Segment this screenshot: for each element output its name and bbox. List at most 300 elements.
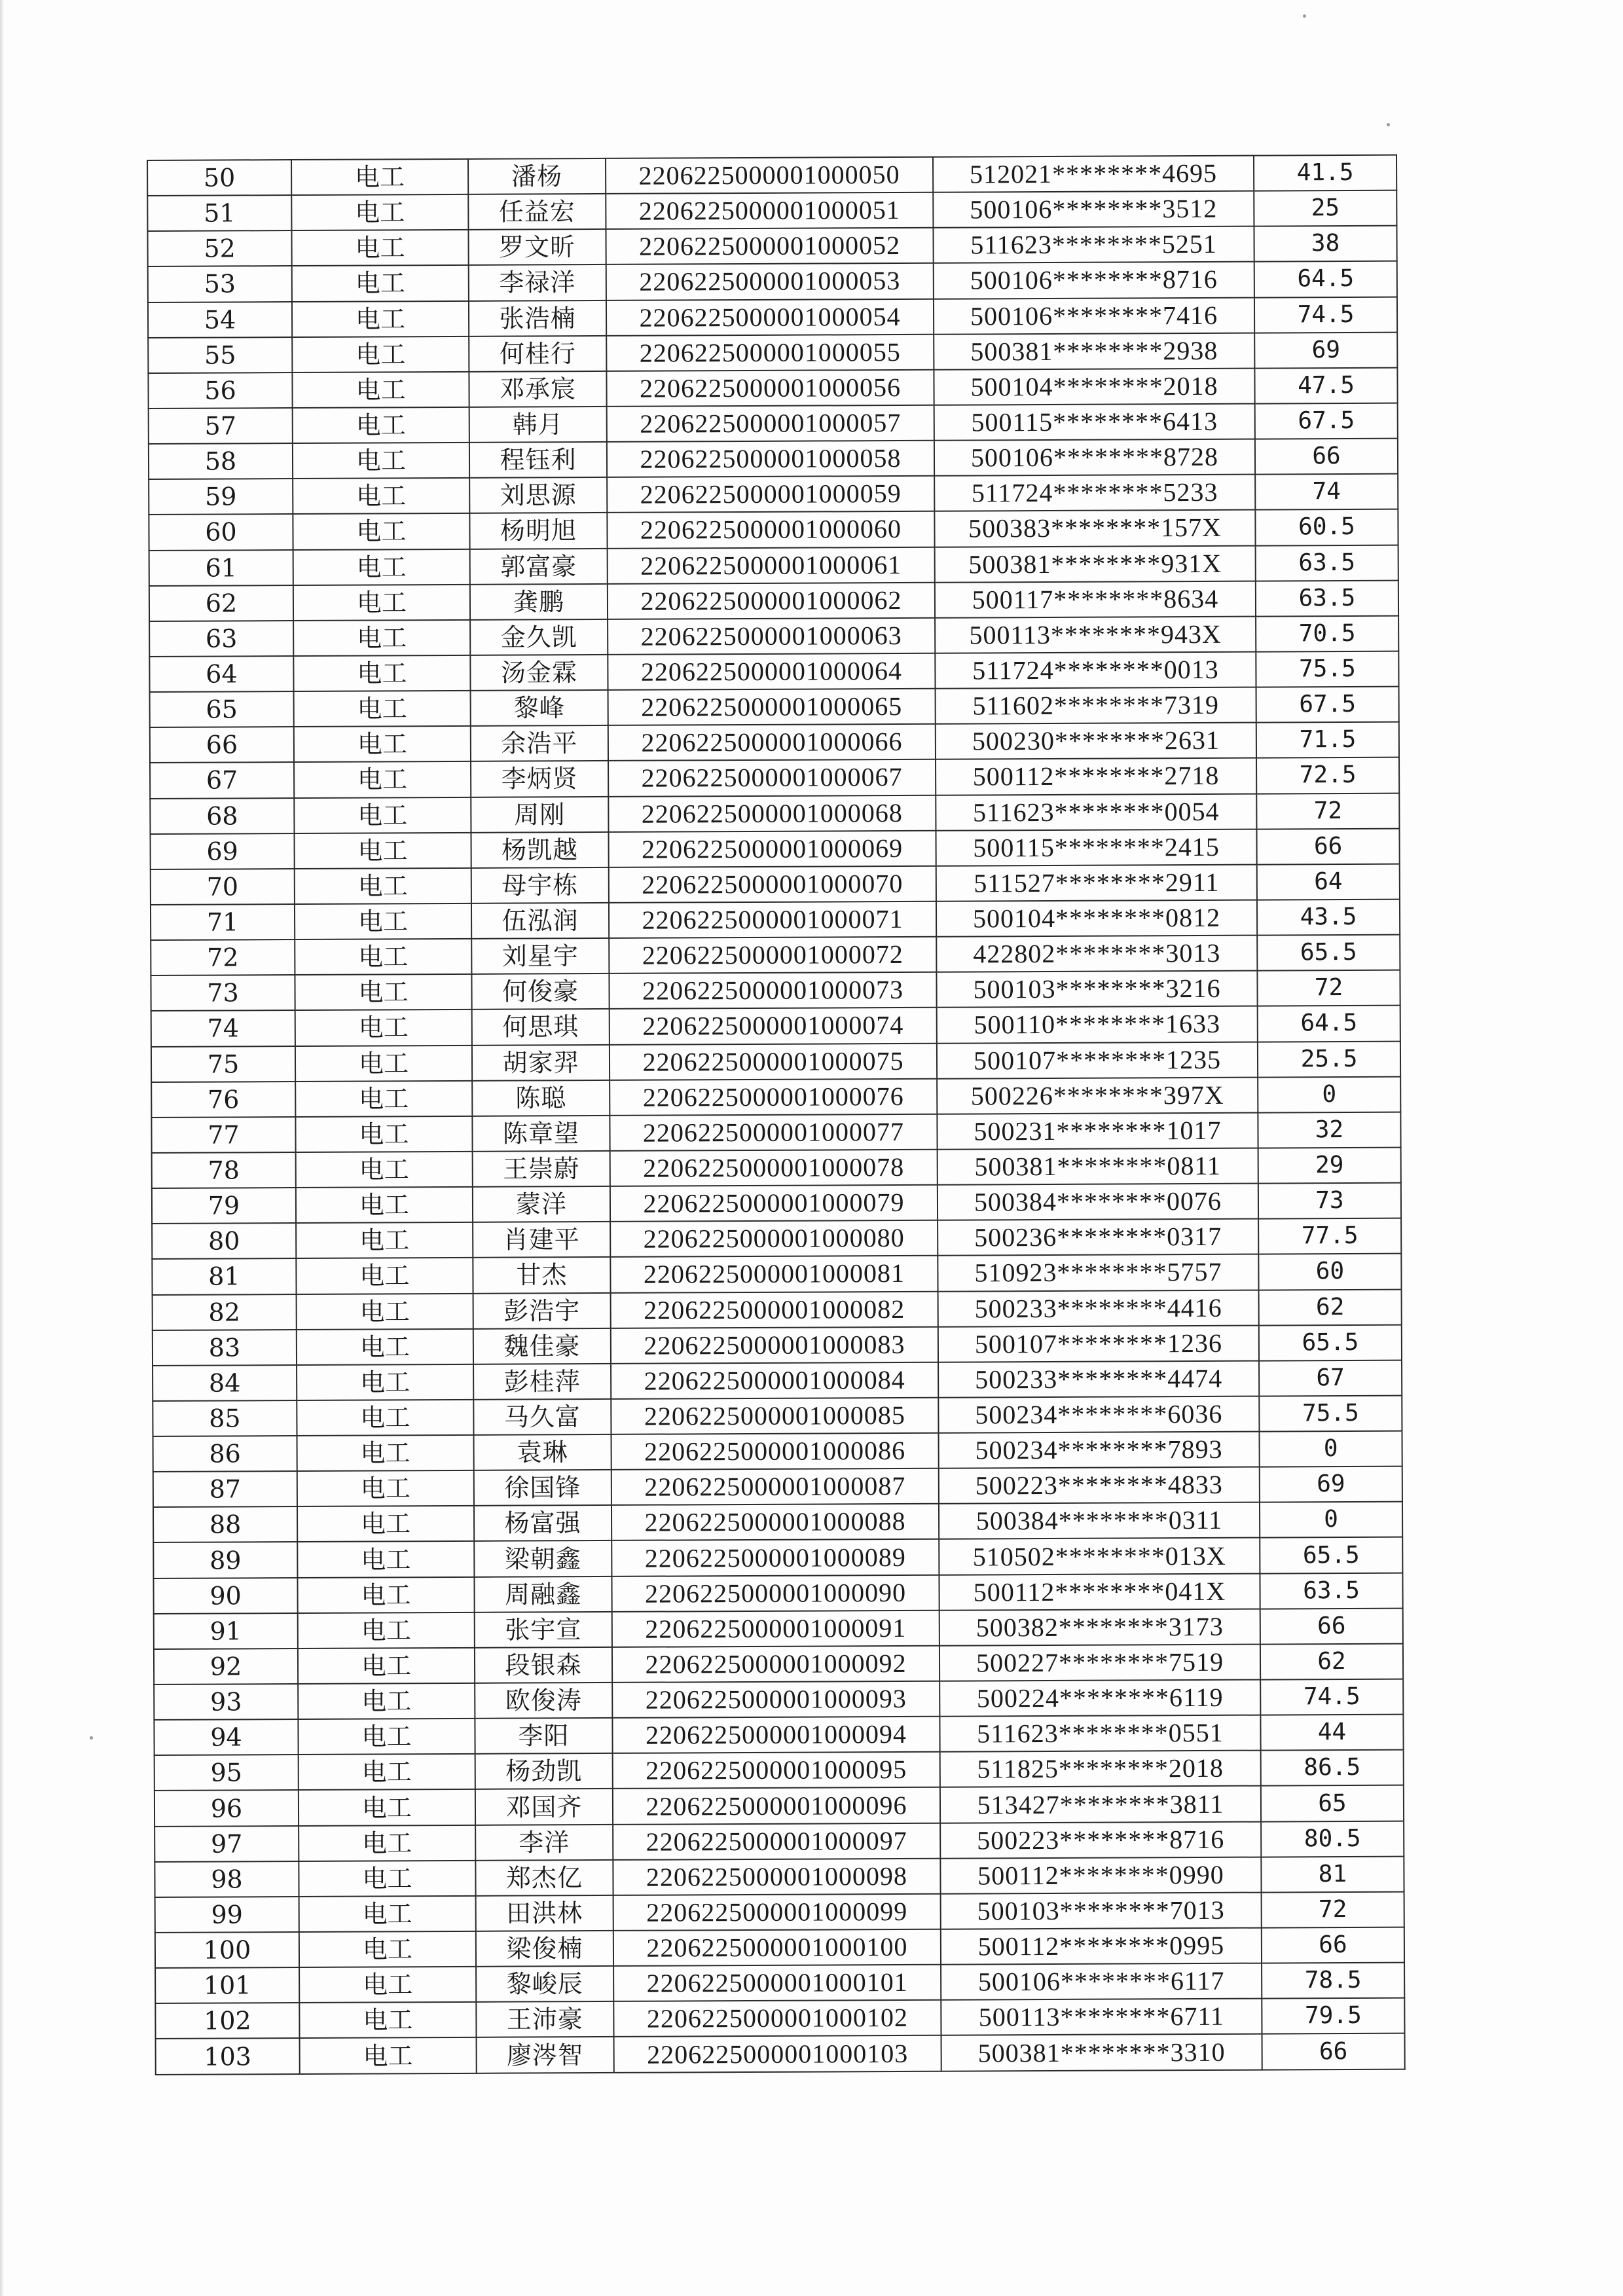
job-type-cell: 电工 [295, 868, 471, 904]
score-cell: 81 [1261, 1856, 1404, 1892]
exam-number-cell: 2206225000001000075 [610, 1043, 937, 1080]
score-cell: 66 [1262, 2033, 1405, 2069]
score-cell: 72 [1256, 793, 1399, 829]
exam-number-cell: 2206225000001000091 [612, 1611, 939, 1647]
row-number-cell: 88 [153, 1506, 297, 1542]
id-number-cell: 500233********4474 [938, 1360, 1259, 1397]
job-type-cell: 电工 [299, 1754, 475, 1790]
candidate-name-cell: 母宇栋 [471, 867, 609, 903]
table-row [153, 1396, 1402, 1436]
table-row [151, 1076, 1400, 1117]
id-number-cell: 500231********1017 [937, 1112, 1258, 1149]
score-cell: 72 [1262, 1892, 1404, 1928]
id-number-cell: 500230********2631 [936, 723, 1256, 759]
candidate-name-cell: 甘杰 [473, 1257, 610, 1293]
score-cell: 25.5 [1258, 1041, 1400, 1077]
table-row [152, 1218, 1401, 1259]
exam-number-cell: 2206225000001000078 [610, 1150, 938, 1186]
row-number-cell: 72 [151, 939, 295, 975]
job-type-cell: 电工 [299, 1789, 475, 1825]
row-number-cell: 89 [153, 1542, 297, 1578]
exam-number-cell: 2206225000001000100 [613, 1929, 941, 1966]
job-type-cell: 电工 [296, 1258, 473, 1294]
table-row [148, 368, 1397, 409]
candidate-name-cell: 何思琪 [472, 1009, 610, 1045]
exam-number-cell: 2206225000001000102 [613, 2000, 941, 2037]
row-number-cell: 100 [155, 1932, 299, 1968]
score-cell: 69 [1254, 332, 1397, 368]
job-type-cell: 电工 [299, 1931, 476, 1967]
job-type-cell: 电工 [293, 549, 470, 585]
table-row [151, 970, 1400, 1011]
candidate-name-cell: 周刚 [471, 796, 608, 832]
exam-number-cell: 2206225000001000056 [606, 370, 934, 407]
candidate-name-cell: 袁琳 [474, 1434, 611, 1470]
table-row [155, 1821, 1404, 1861]
id-number-cell: 500104********0812 [936, 900, 1257, 937]
score-cell: 63.5 [1260, 1573, 1402, 1609]
score-cell: 66 [1256, 828, 1399, 864]
id-number-cell: 500106********8716 [934, 262, 1254, 299]
id-number-cell: 500381********0811 [938, 1148, 1258, 1185]
score-cell: 62 [1259, 1289, 1402, 1325]
id-number-cell: 500384********0311 [939, 1503, 1260, 1539]
exam-number-cell: 2206225000001000074 [610, 1008, 937, 1044]
job-type-cell: 电工 [299, 1825, 475, 1861]
job-type-cell: 电工 [299, 2002, 476, 2038]
job-type-cell: 电工 [297, 1364, 473, 1400]
score-cell: 60.5 [1255, 509, 1398, 545]
candidate-name-cell: 马久富 [473, 1399, 611, 1435]
id-number-cell: 500112********0990 [940, 1857, 1261, 1893]
job-type-cell: 电工 [297, 1328, 473, 1364]
job-type-cell: 电工 [293, 585, 470, 621]
row-number-cell: 67 [150, 762, 294, 798]
candidate-name-cell: 梁朝鑫 [474, 1540, 611, 1576]
job-type-cell: 电工 [297, 1400, 473, 1436]
exam-number-cell: 2206225000001000051 [606, 192, 933, 229]
job-type-cell: 电工 [293, 513, 469, 549]
exam-number-cell: 2206225000001000096 [613, 1787, 940, 1824]
job-type-cell: 电工 [294, 691, 471, 727]
candidate-name-cell: 何桂行 [469, 336, 606, 372]
table-row [147, 226, 1396, 266]
candidate-name-cell: 黎峻辰 [476, 1966, 613, 2002]
exam-number-cell: 2206225000001000092 [612, 1646, 939, 1683]
score-cell: 70.5 [1256, 615, 1398, 651]
exam-number-cell: 2206225000001000063 [608, 618, 935, 655]
job-type-cell: 电工 [295, 903, 471, 939]
exam-number-cell: 2206225000001000055 [606, 334, 934, 371]
table-row [153, 1324, 1402, 1365]
job-type-cell: 电工 [291, 230, 468, 266]
candidate-name-cell: 伍泓润 [471, 903, 609, 939]
candidate-name-cell: 魏佳豪 [473, 1328, 611, 1364]
score-cell: 64.5 [1254, 261, 1397, 297]
candidate-name-cell: 杨凯越 [471, 832, 608, 868]
table-row [150, 687, 1399, 727]
table-row [149, 474, 1398, 515]
score-cell: 44 [1260, 1715, 1403, 1751]
exam-number-cell: 2206225000001000088 [611, 1504, 939, 1540]
exam-number-cell: 2206225000001000062 [608, 582, 935, 619]
candidate-name-cell: 黎峰 [471, 690, 608, 726]
score-cell: 74.5 [1254, 297, 1397, 333]
score-cell: 65 [1261, 1785, 1404, 1821]
job-type-cell: 电工 [293, 655, 470, 691]
exam-number-cell: 2206225000001000071 [609, 902, 936, 938]
row-number-cell: 101 [155, 1967, 299, 2003]
scan-speck [1303, 14, 1306, 18]
candidate-name-cell: 潘杨 [468, 158, 606, 194]
id-number-cell: 500227********7519 [939, 1645, 1260, 1681]
candidate-name-cell: 彭浩宇 [473, 1292, 611, 1328]
row-number-cell: 68 [150, 798, 294, 834]
id-number-cell: 513427********3811 [940, 1786, 1261, 1823]
row-number-cell: 70 [151, 869, 295, 905]
id-number-cell: 511623********0551 [939, 1715, 1260, 1752]
exam-number-cell: 2206225000001000050 [606, 157, 933, 194]
score-cell: 67 [1259, 1360, 1402, 1396]
row-number-cell: 78 [152, 1152, 296, 1188]
exam-number-cell: 2206225000001000065 [608, 689, 936, 725]
row-number-cell: 50 [147, 160, 291, 196]
id-number-cell: 500115********6413 [934, 404, 1255, 441]
table-row [150, 757, 1399, 798]
score-cell: 69 [1260, 1467, 1402, 1503]
id-number-cell: 510923********5757 [938, 1254, 1258, 1291]
score-cell: 25 [1254, 191, 1396, 227]
job-type-cell: 电工 [294, 797, 471, 833]
exam-number-cell: 2206225000001000080 [610, 1220, 938, 1257]
candidate-name-cell: 段银森 [475, 1647, 612, 1683]
id-number-cell: 500383********157X [934, 510, 1255, 547]
exam-number-cell: 2206225000001000098 [613, 1858, 940, 1895]
candidate-name-cell: 王崇蔚 [473, 1151, 610, 1187]
exam-number-cell: 2206225000001000076 [610, 1078, 937, 1115]
job-type-cell: 电工 [293, 478, 469, 514]
exam-number-cell: 2206225000001000089 [611, 1539, 939, 1576]
job-type-cell: 电工 [295, 1081, 472, 1117]
exam-number-cell: 2206225000001000090 [611, 1575, 939, 1611]
id-number-cell: 500103********7013 [941, 1892, 1262, 1929]
job-type-cell: 电工 [292, 337, 469, 373]
exam-number-cell: 2206225000001000086 [611, 1433, 939, 1470]
id-number-cell: 500117********8634 [935, 581, 1256, 617]
row-number-cell: 79 [152, 1188, 296, 1224]
table-row [151, 864, 1400, 904]
job-type-cell: 电工 [297, 1435, 474, 1471]
job-type-cell: 电工 [297, 1470, 474, 1506]
table-row [152, 1148, 1401, 1188]
exam-number-cell: 2206225000001000072 [609, 937, 936, 974]
job-type-cell: 电工 [296, 1222, 473, 1258]
row-number-cell: 71 [151, 904, 295, 940]
exam-number-cell: 2206225000001000085 [611, 1398, 938, 1434]
score-cell: 43.5 [1257, 900, 1400, 936]
table-row [147, 191, 1396, 231]
score-cell: 73 [1258, 1183, 1401, 1219]
row-number-cell: 62 [149, 585, 293, 621]
id-number-cell: 500112********041X [939, 1573, 1260, 1610]
table-row [149, 439, 1398, 479]
row-number-cell: 94 [154, 1719, 298, 1755]
id-number-cell: 500233********4416 [938, 1290, 1259, 1326]
score-cell: 66 [1262, 1927, 1404, 1963]
id-number-cell: 500223********8716 [940, 1821, 1261, 1858]
exam-number-cell: 2206225000001000069 [608, 830, 936, 867]
job-type-cell: 电工 [294, 833, 471, 869]
candidate-name-cell: 邓承宸 [469, 371, 606, 407]
exam-number-cell: 2206225000001000058 [607, 441, 934, 477]
score-cell: 77.5 [1258, 1218, 1401, 1254]
score-cell: 79.5 [1262, 1998, 1404, 2034]
candidate-name-cell: 刘星宇 [471, 938, 609, 974]
candidate-name-cell: 郑杰亿 [475, 1860, 613, 1896]
id-number-cell: 500226********397X [937, 1077, 1258, 1114]
score-cell: 60 [1258, 1254, 1401, 1290]
candidate-name-cell: 徐国锋 [474, 1470, 611, 1506]
score-cell: 66 [1260, 1608, 1403, 1644]
scan-speck [90, 1736, 93, 1740]
job-type-cell: 电工 [299, 1967, 476, 2003]
exam-number-cell: 2206225000001000097 [613, 1823, 940, 1859]
job-type-cell: 电工 [292, 372, 469, 408]
table-row [155, 1785, 1404, 1826]
candidate-name-cell: 廖涔智 [477, 2037, 614, 2073]
candidate-name-cell: 郭富豪 [470, 548, 608, 584]
table-row [153, 1431, 1402, 1472]
row-number-cell: 59 [149, 479, 293, 515]
row-number-cell: 86 [153, 1436, 297, 1472]
table-row [151, 1041, 1400, 1082]
score-cell: 74 [1255, 474, 1398, 510]
candidate-name-cell: 张宇宣 [475, 1612, 612, 1648]
exam-number-cell: 2206225000001000103 [614, 2035, 941, 2072]
job-type-cell: 电工 [297, 1576, 474, 1613]
exam-number-cell: 2206225000001000073 [609, 972, 936, 1009]
row-number-cell: 83 [153, 1330, 297, 1366]
row-number-cell: 97 [155, 1826, 299, 1862]
row-number-cell: 103 [156, 2038, 300, 2074]
id-number-cell: 511527********2911 [936, 864, 1257, 901]
id-number-cell: 500104********2018 [934, 368, 1254, 405]
candidate-name-cell: 杨劲凯 [475, 1753, 613, 1789]
row-number-cell: 55 [148, 337, 292, 373]
job-type-cell: 电工 [295, 1116, 472, 1152]
score-cell: 38 [1254, 226, 1396, 262]
row-number-cell: 73 [151, 975, 295, 1011]
row-number-cell: 81 [152, 1258, 296, 1294]
row-number-cell: 90 [153, 1578, 297, 1614]
table-row [155, 1927, 1404, 1968]
table-row [153, 1467, 1402, 1507]
job-type-cell: 电工 [296, 1152, 473, 1188]
row-number-cell: 77 [151, 1117, 295, 1153]
exam-number-cell: 2206225000001000064 [608, 653, 935, 690]
row-number-cell: 85 [153, 1400, 297, 1436]
job-type-cell: 电工 [298, 1683, 475, 1719]
id-number-cell: 500103********3216 [936, 971, 1257, 1008]
score-cell: 86.5 [1261, 1750, 1404, 1786]
candidate-name-cell: 任益宏 [468, 194, 606, 230]
id-number-cell: 500107********1235 [937, 1042, 1258, 1078]
exam-number-cell: 2206225000001000061 [608, 547, 935, 583]
scan-shadow-edge [0, 0, 4, 2296]
candidate-name-cell: 邓国齐 [475, 1789, 613, 1825]
id-number-cell: 500381********2938 [934, 333, 1254, 369]
table-row [155, 1856, 1404, 1897]
candidate-name-cell: 张浩楠 [469, 301, 606, 337]
score-cell: 0 [1260, 1502, 1402, 1538]
score-cell: 67.5 [1255, 403, 1398, 439]
job-type-cell: 电工 [295, 939, 471, 975]
table-row [151, 1006, 1400, 1046]
row-number-cell: 75 [151, 1046, 295, 1082]
score-cell: 41.5 [1254, 155, 1396, 191]
table-row [150, 828, 1399, 869]
candidate-name-cell: 余浩平 [471, 725, 608, 761]
row-number-cell: 57 [149, 408, 293, 444]
table-row [154, 1715, 1403, 1755]
job-type-cell: 电工 [292, 301, 469, 337]
score-cell: 80.5 [1261, 1821, 1404, 1857]
exam-number-cell: 2206225000001000083 [611, 1326, 938, 1363]
exam-number-cell: 2206225000001000082 [611, 1291, 938, 1328]
table-row [156, 2033, 1405, 2074]
row-number-cell: 69 [150, 833, 294, 869]
candidate-name-cell: 肖建平 [473, 1222, 610, 1258]
score-cell: 65.5 [1260, 1537, 1402, 1573]
job-type-cell: 电工 [296, 1187, 473, 1223]
exam-number-cell: 2206225000001000068 [608, 795, 936, 831]
candidate-name-cell: 何俊豪 [471, 974, 609, 1010]
exam-number-cell: 2206225000001000093 [612, 1681, 939, 1718]
candidate-name-cell: 梁俊楠 [476, 1931, 613, 1967]
row-number-cell: 54 [148, 302, 292, 338]
job-type-cell: 电工 [292, 265, 469, 301]
table-row [152, 1254, 1401, 1294]
id-number-cell: 511623********5251 [933, 227, 1254, 263]
row-number-cell: 58 [149, 443, 293, 479]
exam-number-cell: 2206225000001000057 [607, 405, 934, 442]
candidate-name-cell: 李阳 [475, 1718, 612, 1754]
table-row [152, 1183, 1401, 1224]
candidate-name-cell: 汤金霖 [470, 655, 608, 691]
candidate-name-cell: 王沛豪 [476, 2001, 613, 2037]
row-number-cell: 87 [153, 1471, 297, 1507]
job-type-cell: 电工 [298, 1648, 475, 1684]
candidate-name-cell: 龚鹏 [470, 584, 608, 620]
id-number-cell: 500106********3512 [933, 191, 1254, 228]
id-number-cell: 511724********0013 [935, 652, 1256, 689]
id-number-cell: 500106********6117 [941, 1963, 1262, 2000]
row-number-cell: 65 [150, 691, 294, 727]
id-number-cell: 500112********0995 [941, 1928, 1262, 1965]
table-row [153, 1360, 1402, 1400]
row-number-cell: 52 [147, 230, 291, 266]
row-number-cell: 60 [149, 514, 293, 550]
exam-number-cell: 2206225000001000054 [606, 299, 934, 335]
exam-number-cell: 2206225000001000059 [607, 476, 934, 513]
score-cell: 71.5 [1256, 722, 1399, 758]
score-cell: 65.5 [1259, 1324, 1402, 1360]
table-row [150, 722, 1399, 763]
candidate-name-cell: 李炳贤 [471, 761, 608, 797]
exam-number-cell: 2206225000001000066 [608, 724, 936, 761]
job-type-cell: 电工 [291, 194, 468, 230]
table-row [149, 545, 1398, 585]
table-row [151, 935, 1400, 975]
id-number-cell: 422802********3013 [936, 936, 1257, 972]
exam-number-cell: 2206225000001000067 [608, 759, 936, 796]
scan-speck [1387, 123, 1390, 126]
score-cell: 74.5 [1260, 1679, 1403, 1715]
job-type-cell: 电工 [299, 1861, 475, 1897]
candidate-name-cell: 胡家羿 [472, 1044, 610, 1080]
table-row [155, 1998, 1404, 2039]
score-cell: 75.5 [1256, 651, 1398, 687]
id-number-cell: 510502********013X [939, 1538, 1260, 1575]
row-number-cell: 84 [153, 1365, 297, 1401]
score-cell: 78.5 [1262, 1963, 1404, 1999]
row-number-cell: 80 [152, 1223, 296, 1259]
score-cell: 64.5 [1258, 1006, 1400, 1042]
score-cell: 32 [1258, 1112, 1400, 1148]
id-number-cell: 511724********5233 [934, 475, 1255, 511]
score-cell: 65.5 [1257, 935, 1400, 971]
row-number-cell: 92 [154, 1649, 298, 1685]
score-cell: 63.5 [1256, 580, 1398, 616]
candidate-name-cell: 陈章望 [472, 1116, 610, 1152]
id-number-cell: 500107********1236 [938, 1325, 1259, 1362]
candidate-name-cell: 程钰利 [469, 442, 607, 478]
job-type-cell: 电工 [295, 1010, 472, 1046]
table-row [154, 1608, 1403, 1649]
table-row [151, 900, 1400, 940]
row-number-cell: 51 [147, 195, 291, 231]
id-number-cell: 500382********3173 [939, 1609, 1260, 1645]
candidate-name-cell: 陈聪 [472, 1080, 610, 1116]
exam-number-cell: 2206225000001000084 [611, 1362, 938, 1399]
exam-number-cell: 2206225000001000095 [613, 1752, 940, 1789]
table-row [153, 1537, 1402, 1578]
table-row [148, 261, 1397, 302]
score-cell: 47.5 [1254, 368, 1397, 404]
id-number-cell: 500106********7416 [934, 297, 1254, 334]
table-row [148, 332, 1397, 373]
table-row [147, 155, 1396, 196]
job-type-cell: 电工 [297, 1506, 474, 1542]
exam-number-cell: 2206225000001000087 [611, 1468, 939, 1505]
score-cell: 62 [1260, 1644, 1403, 1680]
row-number-cell: 56 [148, 373, 292, 409]
id-number-cell: 511825********2018 [940, 1751, 1261, 1787]
candidate-name-cell: 李禄洋 [469, 264, 606, 301]
candidate-name-cell: 周融鑫 [474, 1576, 611, 1613]
candidate-name-cell: 韩月 [469, 407, 607, 443]
table-row [155, 1963, 1404, 2003]
table-row [149, 651, 1398, 692]
id-number-cell: 512021********4695 [933, 156, 1254, 192]
exam-number-cell: 2206225000001000077 [610, 1114, 937, 1151]
table-row [149, 580, 1398, 621]
id-number-cell: 500384********0076 [938, 1184, 1258, 1220]
id-number-cell: 500234********6036 [938, 1396, 1259, 1433]
row-number-cell: 102 [155, 2003, 299, 2039]
candidate-name-cell: 杨明旭 [469, 513, 607, 549]
id-number-cell: 500224********6119 [939, 1680, 1260, 1717]
